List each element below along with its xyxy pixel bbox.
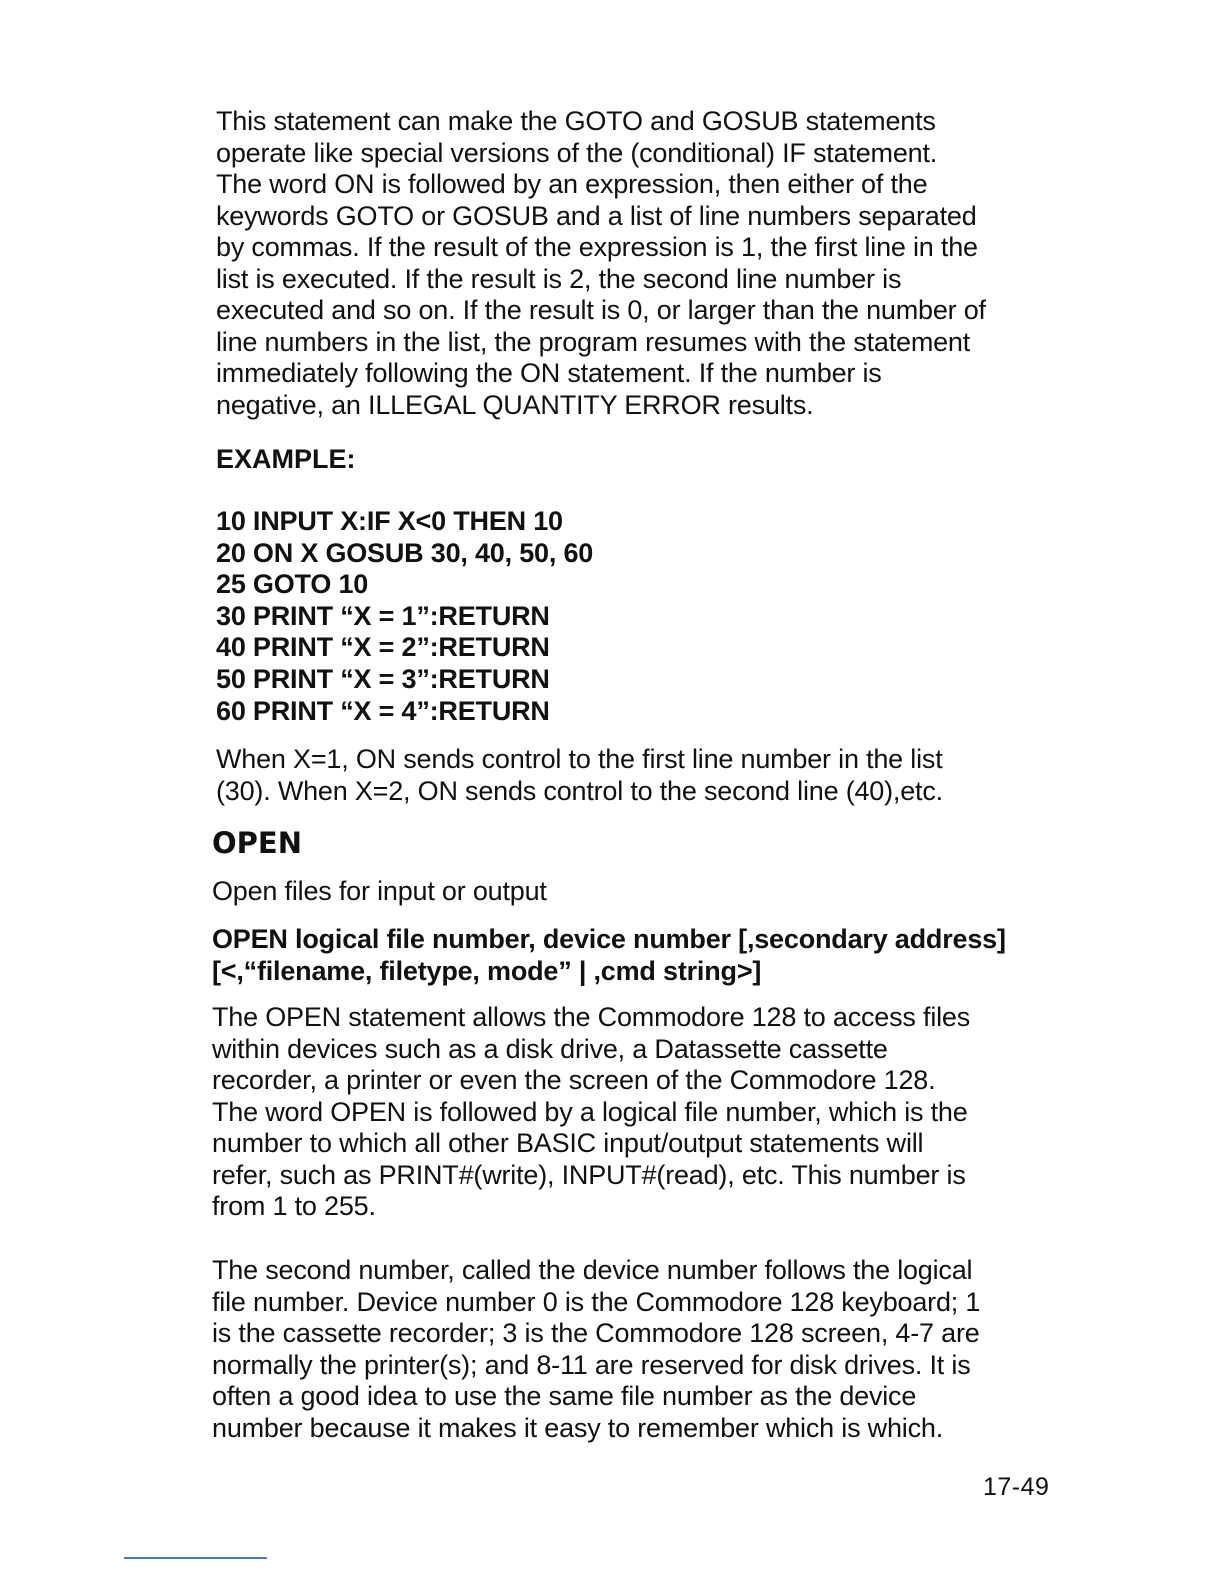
footer-rule xyxy=(124,1557,267,1559)
open-description-paragraph-2 xyxy=(212,1255,1072,1444)
syntax-line: [<,“filename, filetype, mode” | ,cmd string>] xyxy=(212,955,762,986)
text-line: line numbers in the list, the program resumes with the statement xyxy=(216,326,971,357)
text-line: Open files for input or output xyxy=(212,876,547,906)
on-statement-description xyxy=(216,106,1076,421)
text-line: operate like special versions of the (conditional) IF statement. xyxy=(216,137,938,168)
code-line: 60 PRINT “X = 4”:RETURN xyxy=(216,695,550,726)
code-line: 25 GOTO 10 xyxy=(216,569,369,600)
open-section-title: OPEN xyxy=(212,826,302,860)
code-line: 40 PRINT “X = 2”:RETURN xyxy=(216,632,550,663)
text-line: recorder, a printer or even the screen of the Commodore 128. xyxy=(212,1065,936,1095)
text-line: The second number, called the device number follows the logical xyxy=(212,1255,973,1285)
example-heading: EXAMPLE: xyxy=(216,444,356,474)
text-line: normally the printer(s); and 8-11 are reserved for disk drives. It is xyxy=(212,1349,971,1380)
text-line: The OPEN statement allows the Commodore 128 to access files xyxy=(212,1002,971,1032)
text-line: from 1 to 255. xyxy=(212,1191,376,1221)
syntax-line: OPEN logical file number, device number [,secondary address] xyxy=(212,924,1006,954)
text-line: refer, such as PRINT#(write), INPUT#(read), etc. This number is xyxy=(212,1159,966,1190)
text-line: number to which all other BASIC input/output statements will xyxy=(212,1128,924,1158)
text-line: This statement can make the GOTO and GOSUB statements xyxy=(216,106,936,136)
example-explanation xyxy=(216,744,1076,807)
text-line: The word ON is followed by an expression, then either of the xyxy=(216,169,928,199)
code-line: 10 INPUT X:IF X<0 THEN 10 xyxy=(216,506,563,536)
text-line: keywords GOTO or GOSUB and a list of line numbers separated xyxy=(216,200,977,231)
page-number: 17-49 xyxy=(983,1473,1050,1501)
text-line: executed and so on. If the result is 0, or larger than the number of xyxy=(216,295,986,325)
text-line: file number. Device number 0 is the Commodore 128 keyboard; 1 xyxy=(212,1286,981,1317)
text-line: When X=1, ON sends control to the first line number in the list xyxy=(216,744,943,774)
example-code-listing xyxy=(216,506,593,727)
text-line: negative, an ILLEGAL QUANTITY ERROR results. xyxy=(216,389,814,420)
text-line: immediately following the ON statement. If the number is xyxy=(216,358,882,388)
open-summary xyxy=(212,876,1072,908)
text-line: (30). When X=2, ON sends control to the second line (40),etc. xyxy=(216,775,943,806)
text-line: list is executed. If the result is 2, the second line number is xyxy=(216,263,902,294)
text-line: within devices such as a disk drive, a Datassette cassette xyxy=(212,1033,888,1064)
text-line: number because it makes it easy to remember which is which. xyxy=(212,1412,944,1443)
code-line: 20 ON X GOSUB 30, 40, 50, 60 xyxy=(216,537,594,568)
text-line: The word OPEN is followed by a logical file number, which is the xyxy=(212,1096,968,1127)
text-line: by commas. If the result of the expression is 1, the first line in the xyxy=(216,232,978,262)
open-description-paragraph-1 xyxy=(212,1002,1072,1223)
code-line: 30 PRINT “X = 1”:RETURN xyxy=(216,600,550,631)
open-syntax xyxy=(212,924,1006,987)
code-line: 50 PRINT “X = 3”:RETURN xyxy=(216,663,550,694)
text-line: often a good idea to use the same file number as the device xyxy=(212,1381,917,1411)
text-line: is the cassette recorder; 3 is the Commodore 128 screen, 4-7 are xyxy=(212,1318,980,1348)
